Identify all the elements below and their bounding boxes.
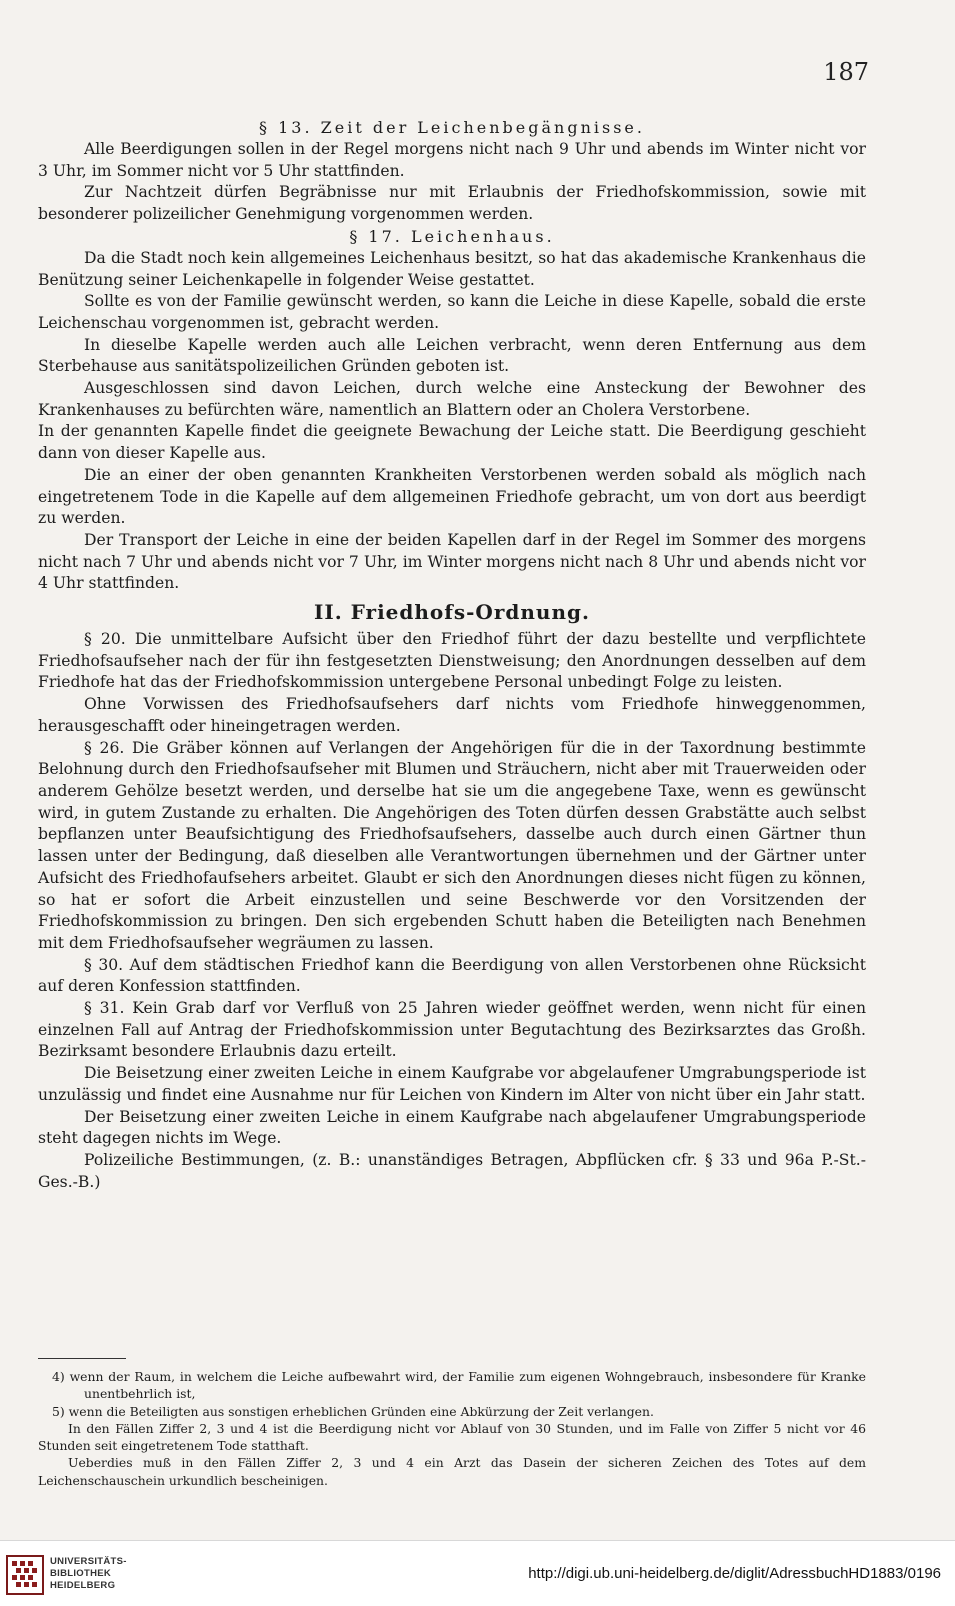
paragraph: Ohne Vorwissen des Friedhofsaufsehers darf nichts vom Friedhofe hinweggenommen, herausgeschafft oder hineingetragen werden. — [38, 695, 866, 735]
viewer-footer — [0, 1540, 955, 1606]
section-17-heading: § 17. Leichenhaus. — [349, 226, 555, 246]
paragraph: Der Beisetzung einer zweiten Leiche in einem Kaufgrabe nach abgelaufener Umgrabungsperiode steht dagegen nichts im Wege. — [38, 1107, 866, 1148]
library-logo[interactable] — [6, 1551, 134, 1599]
paragraph: § 30. Auf dem städtischen Friedhof kann die Beerdigung von allen Verstorbenen ohne Rücksicht auf deren Konfession stattfinden. — [38, 955, 866, 996]
paragraph: In der genannten Kapelle findet die geeignete Bewachung der Leiche statt. Die Beerdigung geschieht dann von dieser Kapelle aus. — [38, 422, 866, 463]
footnote: Ueberdies muß in den Fällen Ziffer 2, 3 und 4 ein Arzt das Dasein der sicheren Zeichen des Totes auf dem Leichenschauschein urkundlich bescheinigen. — [38, 1455, 866, 1488]
section-13-heading: § 13. Zeit der Leichenbegängnisse. — [259, 118, 645, 137]
logo-line: HEIDELBERG — [50, 1580, 116, 1591]
footnote-divider — [38, 1358, 126, 1359]
logo-text — [50, 1556, 127, 1592]
paragraph: Die an einer der oben genannten Krankheiten Verstorbenen werden sobald als möglich nach eingetretenem Tode in die Kapelle auf dem allgemeinen Friedhofe gebracht, um von dort aus beerdigt zu werden. — [38, 465, 866, 528]
paragraph: Ausgeschlossen sind davon Leichen, durch welche eine Ansteckung der Bewohner des Krankenhauses zu befürchten wäre, namentlich an Blattern oder an Cholera Verstorbene. — [38, 379, 866, 419]
paragraph: Die Beisetzung einer zweiten Leiche in einem Kaufgrabe vor abgelaufener Umgrabungsperiode ist unzulässig und findet eine Ausnahme nur für Leichen von Kindern im Alter von nicht über ein Jahr statt. — [38, 1064, 866, 1104]
footnote: 4) wenn der Raum, in welchem die Leiche aufbewahrt wird, der Familie zum eigenen Wohngebrauch, insbesondere für Kranke unentbehrlich ist, — [52, 1369, 866, 1402]
paragraph: Polizeiliche Bestimmungen, (z. B.: unanständiges Betragen, Abpflücken cfr. § 33 und 96a P.-St.-Ges.-B.) — [38, 1150, 866, 1191]
logo-line: BIBLIOTHEK — [50, 1568, 112, 1579]
paragraph: In dieselbe Kapelle werden auch alle Leichen verbracht, wenn deren Entfernung aus dem Sterbehause aus sanitätspolizeilichen Gründen geboten ist. — [38, 335, 866, 376]
footnote: In den Fällen Ziffer 2, 3 und 4 ist die Beerdigung nicht vor Ablauf von 30 Stunden, und im Falle von Ziffer 5 nicht vor 46 Stunden seit eingetretenem Tode statthaft. — [38, 1420, 866, 1454]
paragraph: Da die Stadt noch kein allgemeines Leichenhaus besitzt, so hat das akademische Krankenhaus die Benützung seiner Leichenkapelle in folgender Weise gestattet. — [38, 248, 866, 289]
paragraph: Sollte es von der Familie gewünscht werden, so kann die Leiche in diese Kapelle, sobald die erste Leichenschau vorgenommen ist, gebracht werden. — [38, 292, 866, 332]
library-seal-icon — [6, 1555, 44, 1595]
page-body — [38, 117, 866, 1193]
source-url-link[interactable]: http://digi.ub.uni-heidelberg.de/diglit/AdressbuchHD1883/0196 — [528, 1565, 941, 1582]
footnote: 5) wenn die Beteiligten aus sonstigen erheblichen Gründen eine Abkürzung der Zeit verlangen. — [52, 1403, 654, 1419]
logo-line: UNIVERSITÄTS- — [50, 1556, 127, 1567]
paragraph: Zur Nachtzeit dürfen Begräbnisse nur mit Erlaubnis der Friedhofskommission, sowie mit besonderer polizeilicher Genehmigung vorgenommen werden. — [38, 183, 866, 224]
paragraph: § 20. Die unmittelbare Aufsicht über den Friedhof führt der dazu bestellte und verpflichtete Friedhofsaufseher nach der für ihn festgesetzten Dienstweisung; den Anordnungen desselben auf dem Friedhofe hat das der Friedhofskommission untergebene Personal unbedingt Folge zu leisten. — [38, 630, 866, 692]
page-number: 187 — [823, 58, 869, 86]
chapter-heading: II. Friedhofs-Ordnung. — [314, 600, 590, 625]
footnotes — [38, 1368, 866, 1489]
paragraph: § 26. Die Gräber können auf Verlangen der Angehörigen für die in der Taxordnung bestimmte Belohnung durch den Friedhofsaufseher mit Blumen und Sträuchern, nicht aber mit Trauerweiden oder anderem Gehölze besetzt werden, und derselbe hat sie um die angegebene Taxe, wenn es gewünscht wird, in gutem Zustande zu erhalten. Die Angehörigen des Toten dürfen dessen Grabstätte auch selbst bepflanzen unter Beaufsichtigung des Friedhofsaufsehers, dasselbe auch durch einen Gärtner thun lassen unter der Bedingung, daß dieselben alle Verantwortungen übernehmen und der Gärtner unter Aufsicht des Friedhofaufsehers arbeitet. Glaubt er sich den Anordnungen dieses nicht fügen zu können, so hat er sofort die Arbeit einzustellen und seine Beschwerde vor den Vorsitzenden der Friedhofskommission zu bringen. Den sich ergebenden Schutt haben die Beteiligten nach Benehmen mit dem Friedhofsaufseher wegräumen zu lassen. — [38, 738, 866, 952]
paragraph: Alle Beerdigungen sollen in der Regel morgens nicht nach 9 Uhr und abends im Winter nicht vor 3 Uhr, im Sommer nicht vor 5 Uhr stattfinden. — [38, 140, 866, 180]
paragraph: § 31. Kein Grab darf vor Verfluß von 25 Jahren wieder geöffnet werden, wenn nicht für einen einzelnen Fall auf Antrag der Friedhofskommission unter Begutachtung des Bezirksarztes das Großh. Bezirksamt besondere Erlaubnis dazu erteilt. — [38, 999, 866, 1061]
paragraph: Der Transport der Leiche in eine der beiden Kapellen darf in der Regel im Sommer des morgens nicht nach 7 Uhr und abends nicht vor 7 Uhr, im Winter morgens nicht nach 8 Uhr und abends nicht vor 4 Uhr stattfinden. — [38, 530, 866, 593]
